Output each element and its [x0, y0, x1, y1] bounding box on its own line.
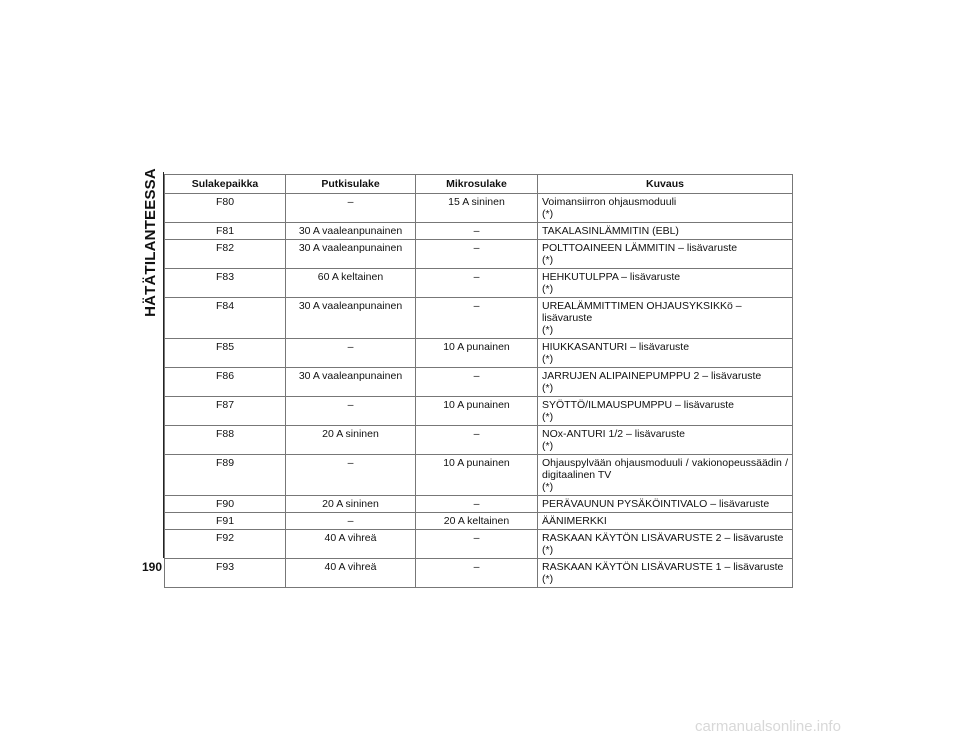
description-text: PERÄVAUNUN PYSÄKÖINTIVALO – lisävaruste — [542, 498, 770, 510]
section-title-text: HÄTÄTILANTEESSA — [141, 167, 159, 317]
cartridge-fuse: – — [286, 397, 416, 426]
fuse-slot: F85 — [165, 339, 286, 368]
micro-fuse: 10 A punainen — [416, 397, 538, 426]
cartridge-fuse: 20 A sininen — [286, 426, 416, 455]
description-note: (*) — [542, 382, 554, 394]
header-cartridge: Putkisulake — [286, 175, 416, 194]
cartridge-fuse: 30 A vaaleanpunainen — [286, 368, 416, 397]
micro-fuse: 15 A sininen — [416, 194, 538, 223]
fuse-slot: F92 — [165, 530, 286, 559]
description-note: (*) — [542, 440, 554, 452]
table-row — [165, 223, 793, 240]
micro-fuse: 10 A punainen — [416, 455, 538, 496]
table-row — [165, 339, 793, 368]
fuse-description — [538, 426, 793, 455]
cartridge-fuse: – — [286, 339, 416, 368]
page-number: 190 — [142, 560, 163, 574]
cartridge-fuse: 30 A vaaleanpunainen — [286, 240, 416, 269]
description-note: (*) — [542, 283, 554, 295]
cartridge-fuse: 20 A sininen — [286, 496, 416, 513]
description-text: SYÖTTÖ/ILMAUSPUMPPU – lisävaruste — [542, 399, 734, 411]
fuse-slot: F80 — [165, 194, 286, 223]
cartridge-fuse: 40 A vihreä — [286, 559, 416, 588]
fuse-slot: F90 — [165, 496, 286, 513]
description-note: (*) — [542, 544, 554, 556]
cartridge-fuse: 30 A vaaleanpunainen — [286, 223, 416, 240]
description-note: (*) — [542, 254, 554, 266]
table-row — [165, 530, 793, 559]
table-body — [165, 194, 793, 588]
description-text: RASKAAN KÄYTÖN LISÄVARUSTE 2 – lisävaruste — [542, 532, 784, 544]
description-text: UREALÄMMITTIMEN OHJAUSYKSIKKö – lisävaruste — [542, 300, 742, 324]
fuse-slot: F89 — [165, 455, 286, 496]
fuse-description — [538, 339, 793, 368]
fuse-table — [164, 174, 793, 588]
micro-fuse: – — [416, 530, 538, 559]
cartridge-fuse: – — [286, 455, 416, 496]
table-row — [165, 455, 793, 496]
table-row — [165, 559, 793, 588]
description-note: (*) — [542, 573, 554, 585]
cartridge-fuse: – — [286, 194, 416, 223]
header-description: Kuvaus — [538, 175, 793, 194]
description-note: (*) — [542, 208, 554, 220]
micro-fuse: 10 A punainen — [416, 339, 538, 368]
micro-fuse: – — [416, 298, 538, 339]
cartridge-fuse: 60 A keltainen — [286, 269, 416, 298]
header-micro: Mikrosulake — [416, 175, 538, 194]
micro-fuse: – — [416, 496, 538, 513]
fuse-description — [538, 368, 793, 397]
description-text: HIUKKASANTURI – lisävaruste — [542, 341, 690, 353]
fuse-description — [538, 269, 793, 298]
micro-fuse: – — [416, 368, 538, 397]
description-text: NOx-ANTURI 1/2 – lisävaruste — [542, 428, 685, 440]
table-row — [165, 426, 793, 455]
fuse-slot: F82 — [165, 240, 286, 269]
cartridge-fuse: 30 A vaaleanpunainen — [286, 298, 416, 339]
description-note: (*) — [542, 324, 554, 336]
fuse-description — [538, 397, 793, 426]
description-text: TAKALASINLÄMMITIN (EBL) — [542, 225, 679, 237]
table-row — [165, 368, 793, 397]
header-slot: Sulakepaikka — [165, 175, 286, 194]
description-text: POLTTOAINEEN LÄMMITIN – lisävaruste — [542, 242, 738, 254]
fuse-slot: F88 — [165, 426, 286, 455]
micro-fuse: – — [416, 269, 538, 298]
fuse-description — [538, 223, 793, 240]
table-row — [165, 496, 793, 513]
description-text: HEHKUTULPPA – lisävaruste — [542, 271, 681, 283]
table-row — [165, 298, 793, 339]
micro-fuse: – — [416, 426, 538, 455]
description-text: RASKAAN KÄYTÖN LISÄVARUSTE 1 – lisävaruste — [542, 561, 784, 573]
table-row — [165, 397, 793, 426]
micro-fuse: – — [416, 559, 538, 588]
cartridge-fuse: 40 A vihreä — [286, 530, 416, 559]
description-text: Ohjauspylvään ohjausmoduuli / vakionopeussäädin / digitaalinen TV — [542, 457, 788, 481]
description-note: (*) — [542, 411, 554, 423]
fuse-slot: F87 — [165, 397, 286, 426]
table-row — [165, 269, 793, 298]
fuse-description — [538, 240, 793, 269]
fuse-description — [538, 496, 793, 513]
description-note: (*) — [542, 353, 554, 365]
fuse-description — [538, 559, 793, 588]
micro-fuse: – — [416, 223, 538, 240]
fuse-slot: F93 — [165, 559, 286, 588]
fuse-description — [538, 455, 793, 496]
section-title — [139, 167, 161, 317]
micro-fuse: – — [416, 240, 538, 269]
fuse-slot: F91 — [165, 513, 286, 530]
description-text: JARRUJEN ALIPAINEPUMPPU 2 – lisävaruste — [542, 370, 762, 382]
fuse-slot: F83 — [165, 269, 286, 298]
fuse-slot: F81 — [165, 223, 286, 240]
description-note: (*) — [542, 481, 554, 493]
table-row — [165, 513, 793, 530]
cartridge-fuse: – — [286, 513, 416, 530]
watermark: carmanualsonline.info — [695, 718, 841, 735]
fuse-description — [538, 194, 793, 223]
description-text: ÄÄNIMERKKI — [542, 515, 607, 527]
table-row — [165, 194, 793, 223]
fuse-description — [538, 530, 793, 559]
fuse-slot: F84 — [165, 298, 286, 339]
fuse-slot: F86 — [165, 368, 286, 397]
table-row — [165, 240, 793, 269]
fuse-description — [538, 513, 793, 530]
description-text: Voimansiirron ohjausmoduuli — [542, 196, 677, 208]
fuse-description — [538, 298, 793, 339]
table-header-row — [165, 175, 793, 194]
micro-fuse: 20 A keltainen — [416, 513, 538, 530]
